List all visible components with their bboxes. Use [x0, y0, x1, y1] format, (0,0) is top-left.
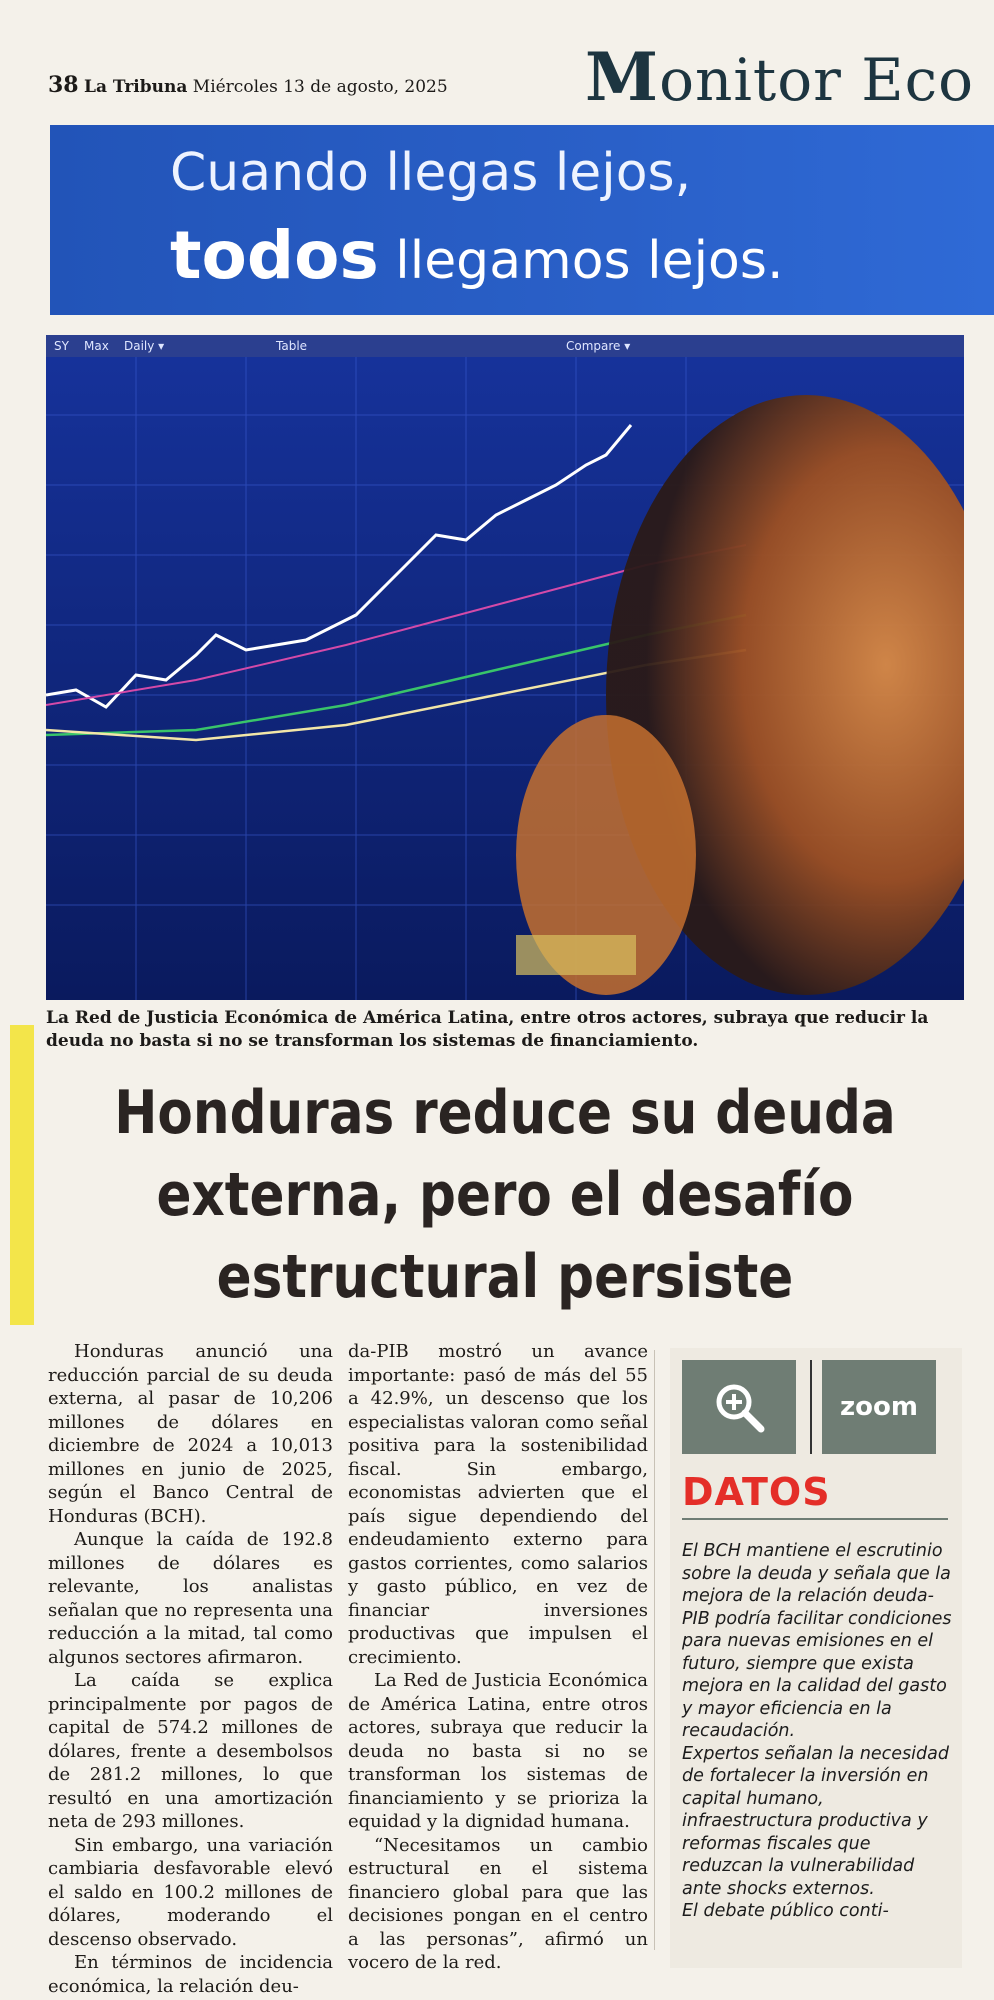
headline-line-2: externa, pero el desafío — [156, 1160, 854, 1230]
zoom-label-button[interactable]: zoom — [822, 1360, 936, 1454]
page-number: 38 — [48, 72, 79, 98]
zoom-magnifier-button[interactable] — [682, 1360, 796, 1454]
datos-paragraph: El BCH mantiene el escrutinio sobre la deuda y señala que la mejora de la relación deuda-PIB podría facilitar condiciones para nuevas emisiones en el futuro, siempre que exista mejora en la calidad del gasto y mayor eficiencia en la recaudación. — [682, 1541, 952, 1741]
photo-caption: La Red de Justicia Económica de América Latina, entre otros actores, subraya que reducir la deuda no basta si no se transforman los sistemas de financiamiento. — [46, 1008, 929, 1051]
article-column-2 — [348, 1340, 648, 1975]
article-paragraph: “Necesitamos un cambio estructural en el sistema financiero global para que las decisiones pongan en el centro a las personas”, afirmó un vocero de la red. — [348, 1834, 648, 1973]
banner-line-2-rest: llegamos lejos. — [378, 231, 784, 291]
section-title-rest: onitor Eco — [659, 46, 975, 114]
article-column-1 — [48, 1340, 333, 1998]
column-divider — [654, 1350, 655, 1950]
toolbar-range: Max — [84, 339, 109, 353]
banner-line-1: Cuando llegas lejos, — [170, 143, 692, 203]
article-paragraph: Honduras anunció una reducción parcial de su deuda externa, al pasar de 10,206 millones de dólares en diciembre de 2024 a 10,013 millones en junio de 2025, según el Banco Central de Honduras (BCH). — [48, 1341, 333, 1527]
zoom-divider — [810, 1360, 812, 1454]
section-title — [585, 38, 974, 116]
datos-text — [682, 1540, 952, 1923]
stock-chart-photo — [46, 335, 964, 1000]
toolbar-interval: Daily ▾ — [124, 339, 165, 353]
section-title-cap: M — [585, 38, 660, 116]
headline-line-1: Honduras reduce su deuda — [114, 1078, 896, 1148]
banner-line-2-strong: todos — [170, 217, 379, 294]
datos-rule — [682, 1518, 948, 1520]
article-paragraph-continued: da-PIB mostró un avance importante: pasó de más del 55 a 42.9%, un descenso que los especialistas valoran como señal positiva para la sostenibilidad fiscal. Sin embargo, economistas advierten que el país sigue dependiendo del endeudamiento externo para gastos corrientes, como salarios y gasto público, en vez de financiar inversiones productivas que impulsen el crecimiento. — [348, 1341, 648, 1668]
toolbar-symbol: SY — [54, 339, 69, 353]
page-header — [40, 30, 994, 116]
photo-illustration — [46, 335, 964, 1000]
article-paragraph: La Red de Justicia Económica de América Latina, entre otros actores, subraya que reducir la deuda no basta si no se transforman los sistemas de financiamiento y se prioriza la equidad y la dignidad humana. — [348, 1670, 648, 1832]
datos-sidebar — [670, 1348, 962, 1968]
article-paragraph: Aunque la caída de 192.8 millones de dólares es relevante, los analistas señalan que no representa una reducción a la mitad, tal como algunos sectores afirmaron. — [48, 1529, 333, 1668]
datos-title: DATOS — [682, 1470, 831, 1514]
publication-name: La Tribuna — [84, 77, 188, 97]
article-paragraph: Sin embargo, una variación cambiaria desfavorable elevó el saldo en 100.2 millones de dólares, moderando el descenso observado. — [48, 1834, 333, 1950]
article-paragraph: En términos de incidencia económica, la relación deu- — [48, 1952, 333, 1997]
headline — [40, 1072, 970, 1318]
datos-paragraph: El debate público conti- — [682, 1901, 889, 1921]
toolbar-compare: Compare ▾ — [566, 339, 631, 353]
highlighter-mark — [10, 1025, 34, 1325]
page-info — [48, 72, 448, 98]
datos-paragraph: Expertos señalan la necesidad de fortalecer la inversión en capital humano, infraestructura productiva y reformas fiscales que reduzcan la vulnerabilidad ante shocks externos. — [682, 1743, 949, 1899]
toolbar-table: Table — [276, 339, 308, 353]
publication-date: Miércoles 13 de agosto, 2025 — [192, 77, 448, 97]
advertisement-banner — [50, 125, 994, 315]
article-paragraph: La caída se explica principalmente por pagos de capital de 574.2 millones de dólares, frente a desembolsos de 281.2 millones, lo que resultó en una amortización neta de 293 millones. — [48, 1670, 333, 1832]
magnifier-plus-icon — [711, 1379, 767, 1435]
headline-line-3: estructural persiste — [216, 1242, 794, 1312]
banner-line-2 — [170, 217, 783, 294]
